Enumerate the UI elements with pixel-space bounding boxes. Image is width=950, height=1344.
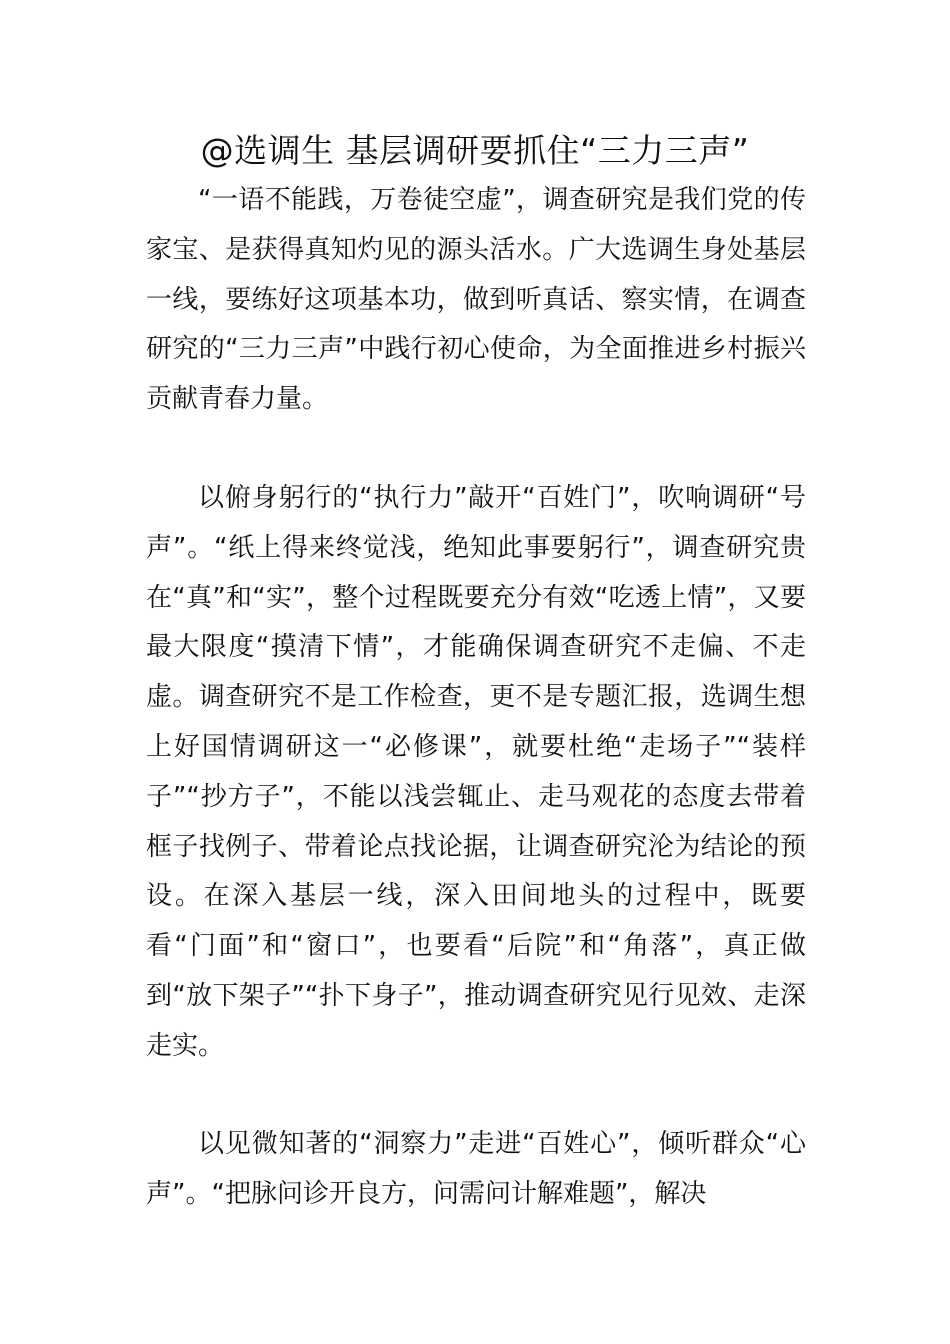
document-title: @选调生 基层调研要抓住“三力三声” [200, 131, 750, 170]
paragraph-intro: “一语不能践，万卷徒空虚”，调查研究是我们党的传家宝、是获得真知灼见的源头活水。广大选调生身处基层一线，要练好这项基本功，做到听真话、察实情，在调查研究的“三力三声”中践行初心使命，为全面推进乡村振兴贡献青春力量。 [146, 185, 806, 415]
paragraph-insight: 以见微知著的“洞察力”走进“百姓心”，倾听群众“心声”。“把脉问诊开良方，问需问计解难题”，解决 [146, 1129, 806, 1209]
paragraph-execution: 以俯身躬行的“执行力”敲开“百姓门”，吹响调研“号声”。“纸上得来终觉浅，绝知此事要躬行”，调查研究贵在“真”和“实”，整个过程既要充分有效“吃透上情”，又要最大限度“摸清下情”，才能确保调查研究不走偏、不走虚。调查研究不是工作检查，更不是专题汇报，选调生想上好国情调研这一“必修课”，就要杜绝“走场子”“装样子”“抄方子”，不能以浅尝辄止、走马观花的态度去带着框子找例子、带着论点找论据，让调查研究沦为结论的预设。在深入基层一线，深入田间地头的过程中，既要看“门面”和“窗口”，也要看“后院”和“角落”，真正做到“放下架子”“扑下身子”，推动调查研究见行见效、走深走实。 [146, 483, 806, 1061]
